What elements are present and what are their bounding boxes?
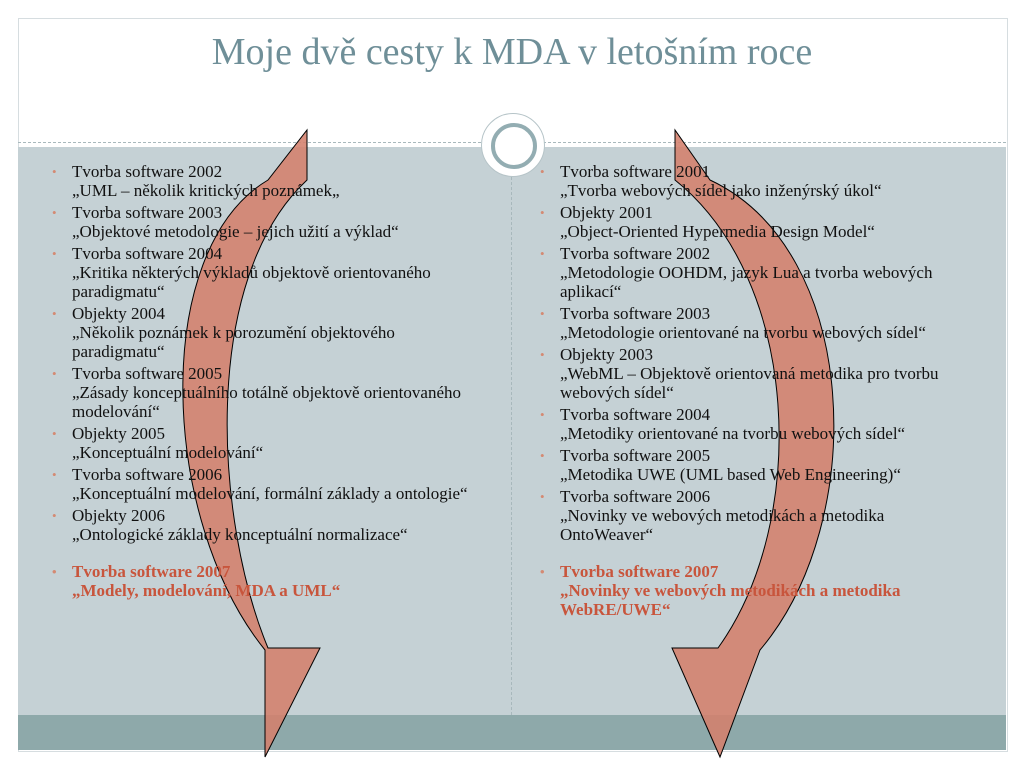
bullet-icon: • — [52, 164, 57, 179]
bullet-icon: • — [52, 426, 57, 441]
item-title: „Novinky ve webových metodikách a metodika OntoWeaver“ — [560, 506, 885, 544]
list-item — [52, 364, 472, 421]
item-title: „Object-Oriented Hypermedia Design Model“ — [560, 222, 875, 241]
list-item — [540, 162, 980, 200]
list-item — [540, 405, 980, 443]
item-source: Tvorba software 2002 — [72, 162, 223, 181]
item-title: „Novinky ve webových metodikách a metodika WebRE/UWE“ — [560, 581, 901, 619]
item-source: Tvorba software 2002 — [560, 244, 711, 263]
item-title: „WebML – Objektově orientovaná metodika pro tvorbu webových sídel“ — [560, 364, 939, 402]
bullet-icon: • — [52, 508, 57, 523]
list-item — [52, 162, 472, 200]
list-item — [52, 424, 472, 462]
item-title: „Objektové metodologie – jejich užití a výklad“ — [72, 222, 399, 241]
item-source: Tvorba software 2005 — [560, 446, 711, 465]
item-source: Tvorba software 2001 — [560, 162, 711, 181]
item-source: Tvorba software 2003 — [560, 304, 711, 323]
item-source: Tvorba software 2007 — [560, 562, 719, 581]
bullet-icon: • — [540, 407, 545, 422]
item-title: „Kritika některých výkladů objektově orientovaného paradigmatu“ — [72, 263, 431, 301]
item-source: Objekty 2006 — [72, 506, 166, 525]
item-source: Tvorba software 2006 — [72, 465, 223, 484]
item-source: Tvorba software 2004 — [560, 405, 711, 424]
bullet-icon: • — [52, 564, 57, 579]
list-item — [540, 446, 980, 484]
bullet-icon: • — [540, 564, 545, 579]
bullet-icon: • — [540, 448, 545, 463]
item-source: Objekty 2001 — [560, 203, 654, 222]
list-item — [52, 304, 472, 361]
item-title: „Metodologie orientované na tvorbu webových sídel“ — [560, 323, 926, 342]
item-title: „Metodiky orientované na tvorbu webových sídel“ — [560, 424, 906, 443]
list-item — [540, 244, 980, 301]
bullet-icon: • — [540, 205, 545, 220]
item-source: Tvorba software 2005 — [72, 364, 223, 383]
item-source: Tvorba software 2003 — [72, 203, 223, 222]
right-column-list — [540, 162, 980, 622]
item-source: Objekty 2005 — [72, 424, 166, 443]
list-item — [540, 304, 980, 342]
bullet-icon: • — [540, 306, 545, 321]
item-title: „Tvorba webových sídel jako inženýrský úkol“ — [560, 181, 882, 200]
bullet-icon: • — [52, 366, 57, 381]
item-title: „Ontologické základy konceptuální normalizace“ — [72, 525, 408, 544]
bullet-icon: • — [540, 164, 545, 179]
bullet-icon: • — [52, 306, 57, 321]
bullet-icon: • — [52, 205, 57, 220]
item-source: Tvorba software 2006 — [560, 487, 711, 506]
left-column-list — [52, 162, 472, 603]
list-item — [52, 203, 472, 241]
item-source: Tvorba software 2007 — [72, 562, 231, 581]
list-item — [540, 345, 980, 402]
list-item — [52, 465, 472, 503]
bullet-icon: • — [52, 467, 57, 482]
item-title: „Metodologie OOHDM, jazyk Lua a tvorba webových aplikací“ — [560, 263, 933, 301]
list-item — [540, 487, 980, 544]
list-item — [52, 506, 472, 544]
highlight-item — [540, 562, 980, 619]
list-item — [540, 203, 980, 241]
item-title: „Konceptuální modelování“ — [72, 443, 264, 462]
item-source: Objekty 2004 — [72, 304, 166, 323]
bullet-icon: • — [52, 246, 57, 261]
bullet-icon: • — [540, 489, 545, 504]
item-title: „Několik poznámek k porozumění objektového paradigmatu“ — [72, 323, 395, 361]
bullet-icon: • — [540, 347, 545, 362]
circle-ornament-inner — [491, 123, 537, 169]
highlight-item — [52, 562, 472, 600]
item-title: „Modely, modelování, MDA a UML“ — [72, 581, 341, 600]
list-item — [52, 244, 472, 301]
slide-title: Moje dvě cesty k MDA v letošním roce — [211, 31, 813, 73]
bullet-icon: • — [540, 246, 545, 261]
item-title: „UML – několik kritických poznámek„ — [72, 181, 340, 200]
item-source: Objekty 2003 — [560, 345, 654, 364]
item-source: Tvorba software 2004 — [72, 244, 223, 263]
item-title: „Zásady konceptuálního totálně objektově orientovaného modelování“ — [72, 383, 461, 421]
item-title: „Metodika UWE (UML based Web Engineering)“ — [560, 465, 901, 484]
item-title: „Konceptuální modelování, formální základy a ontologie“ — [72, 484, 468, 503]
